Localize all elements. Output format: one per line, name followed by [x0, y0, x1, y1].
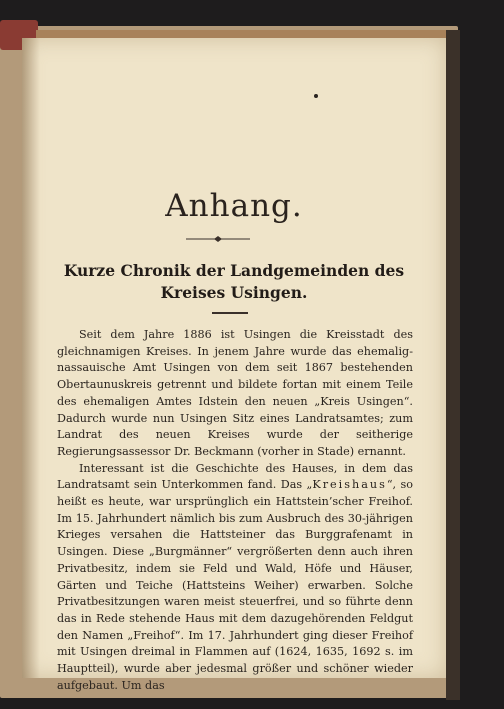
paragraph-1: Seit dem Jahre 1886 ist Usingen die Kreisstadt des gleichnamigen Kreises. In jenem Jahre wurde das ehemalig-nassauische Amt Usingen von dem seit 1867 bestehenden Obertaunuskreis getrennt und bildete fortan mit einem Teile des ehemaligen Amtes Idstein den neuen „Kreis Usingen“. Dadurch wurde nun Usingen Sitz eines Landratsamtes; zum Landrat des neuen Kreises wurde der seitherige Regierungsassessor Dr. Beckmann (vorher in Stade) ernannt.	[57, 328, 413, 458]
subtitle-line-2: Kreises Usingen.	[160, 283, 308, 302]
subtitle-line-1: Kurze Chronik der Landgemeinden des	[63, 261, 405, 280]
kreishaus-term: Kreishaus	[312, 478, 387, 492]
ornament-divider	[186, 236, 250, 242]
body-text	[57, 327, 413, 694]
paragraph-2-part-1: Interessant ist die Geschichte des Hauses, in dem das Landratsamt sein Unterkommen fand. Das „	[57, 461, 413, 492]
paragraph-2	[57, 461, 413, 695]
page-gutter	[22, 38, 40, 678]
section-rule	[212, 312, 248, 314]
paragraph-2-part-2: “, so heißt es heute, war ursprünglich ein Hattstein’scher Freihof. Im 15. Jahrhundert nämlich bis zum Ausbruch des 30-jährigen Krieges versahen die Hattsteiner das Burggrafenamt in Usingen. Diese „Burgmänner“ vergrößerten denn auch ihren Privatbesitz, indem sie Feld und Wald, Höfe und Häuser, Gärten und Teiche (Hattsteins Weiher) erwarben. Solche Privatbesitzungen waren meist steuerfrei, und so führte denn das in Rede stehende Haus mit dem dazugehörenden Feldgut den Namen „Freihof“. Im 17. Jahrhundert ging dieser Freihof mit Usingen dreimal in Flammen auf (1624, 1635, 1692 s. im Hauptteil), wurde aber jedesmal größer und schöner wieder aufgebaut. Um das	[57, 478, 413, 692]
page-heading: Anhang.	[165, 188, 303, 224]
chapter-subtitle	[62, 260, 406, 304]
print-speck	[314, 94, 318, 98]
page-edge-shadow	[446, 30, 460, 700]
book-page	[22, 38, 446, 692]
